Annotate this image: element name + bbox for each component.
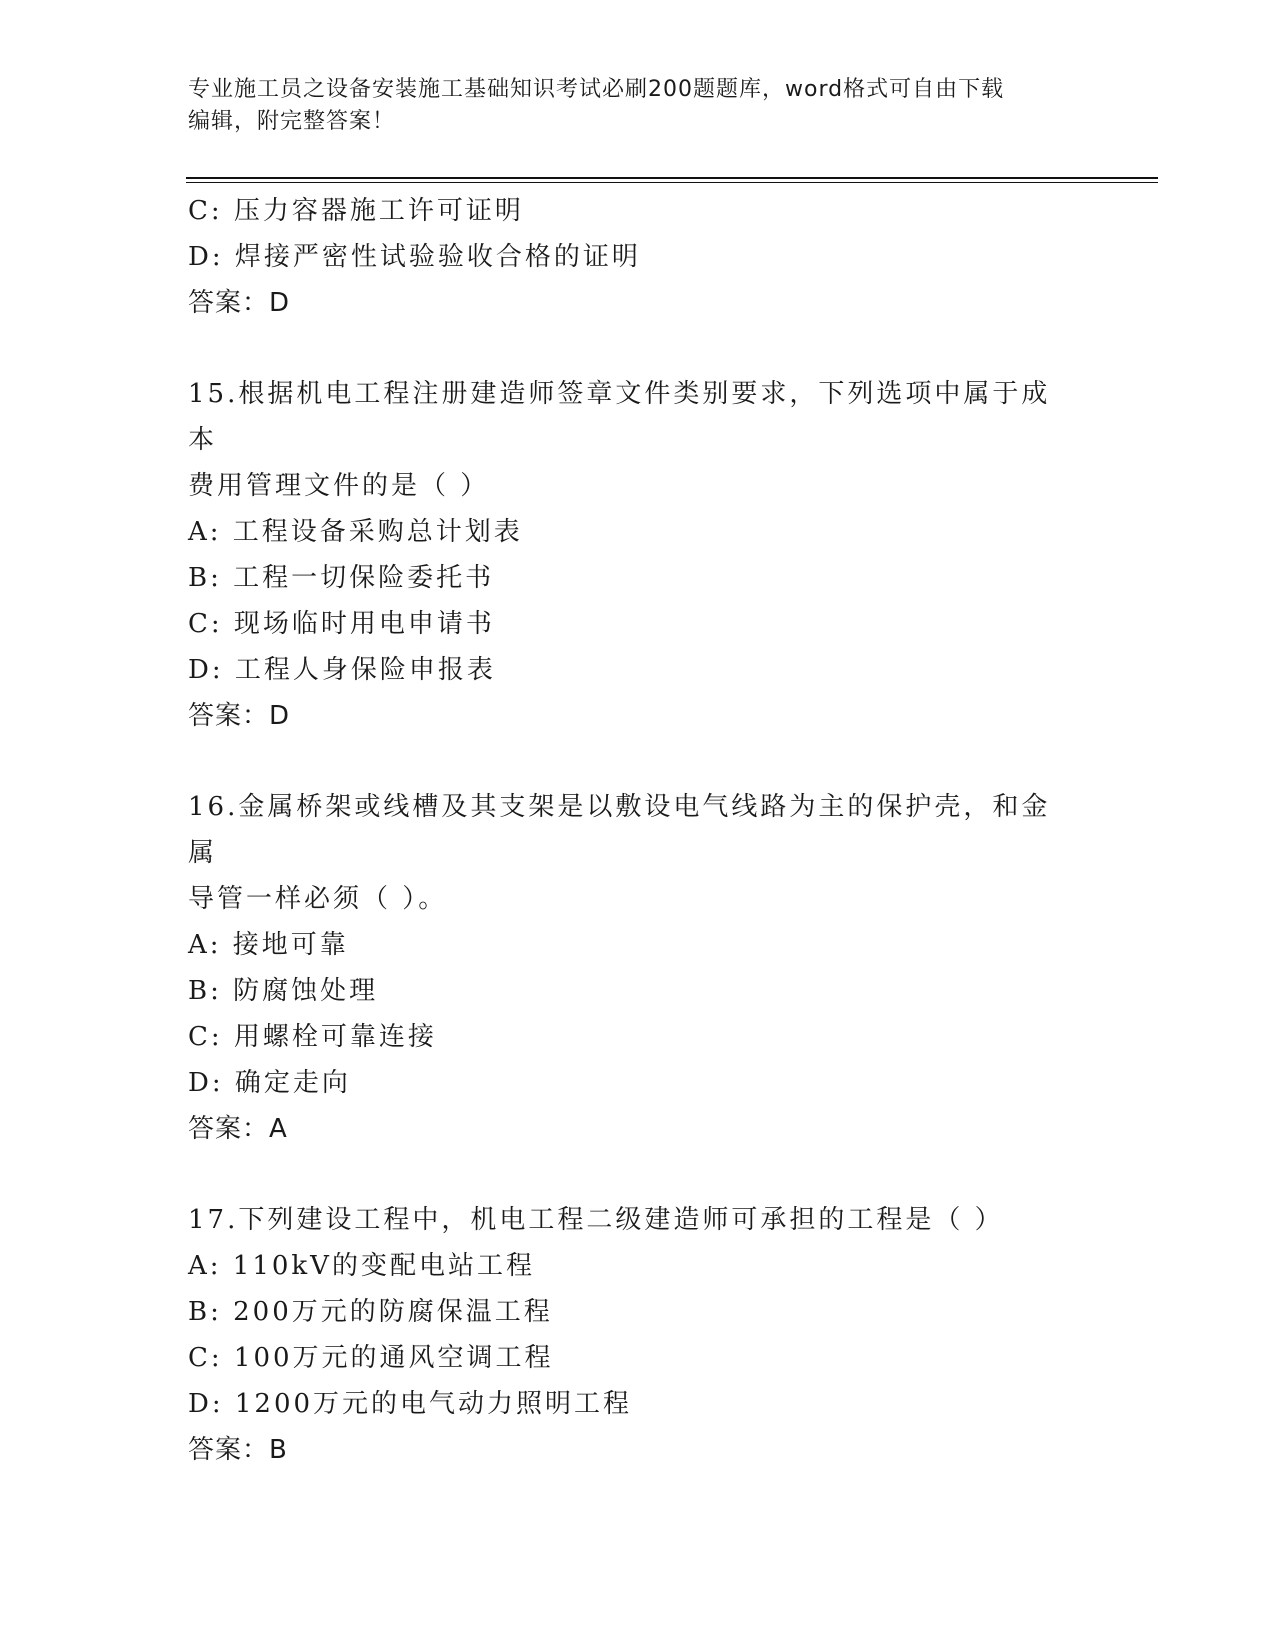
- question-stem-continued: 导管一样必须（ ）。: [188, 884, 448, 914]
- answer: 答案：B: [188, 1435, 288, 1465]
- question-stem-continued: 费用管理文件的是（ ）: [188, 471, 490, 501]
- option-a: A: 工程设备采购总计划表: [188, 517, 523, 547]
- option-c: C: 现场临时用电申请书: [188, 609, 495, 639]
- option-b: B: 200万元的防腐保温工程: [188, 1297, 553, 1327]
- option-c: C: 压力容器施工许可证明: [188, 196, 524, 226]
- header-line-1: 专业施工员之设备安装施工基础知识考试必刷200题题库，word格式可自由下载: [188, 77, 1005, 102]
- document-body: [188, 188, 1088, 1473]
- option-b: B: 防腐蚀处理: [188, 976, 379, 1006]
- question-16: [188, 784, 1088, 1152]
- question-17: [188, 1197, 1088, 1473]
- answer: 答案：D: [188, 288, 291, 318]
- question-stem: 17.下列建设工程中，机电工程二级建造师可承担的工程是（ ）: [188, 1205, 1004, 1235]
- header-line-2: 编辑，附完整答案！: [188, 109, 396, 134]
- option-b: B: 工程一切保险委托书: [188, 563, 495, 593]
- option-d: D: 1200万元的电气动力照明工程: [188, 1389, 633, 1419]
- document-header: [188, 74, 1088, 138]
- answer: 答案：A: [188, 1114, 288, 1144]
- header-rule-thick: [186, 177, 1158, 179]
- option-c: C: 100万元的通风空调工程: [188, 1343, 554, 1373]
- question-15: [188, 371, 1088, 739]
- option-d: D: 焊接严密性试验验收合格的证明: [188, 242, 641, 272]
- option-d: D: 确定走向: [188, 1068, 351, 1098]
- question-stem: 16.金属桥架或线槽及其支架是以敷设电气线路为主的保护壳，和金属: [188, 792, 1051, 868]
- option-a: A: 接地可靠: [188, 930, 349, 960]
- option-d: D: 工程人身保险申报表: [188, 655, 496, 685]
- option-a: A: 110kV的变配电站工程: [188, 1251, 535, 1281]
- option-c: C: 用螺栓可靠连接: [188, 1022, 437, 1052]
- answer: 答案：D: [188, 701, 291, 731]
- question-stem: 15.根据机电工程注册建造师签章文件类别要求，下列选项中属于成本: [188, 379, 1051, 455]
- question-14-continued: [188, 188, 1088, 326]
- header-rule-thin: [186, 182, 1158, 183]
